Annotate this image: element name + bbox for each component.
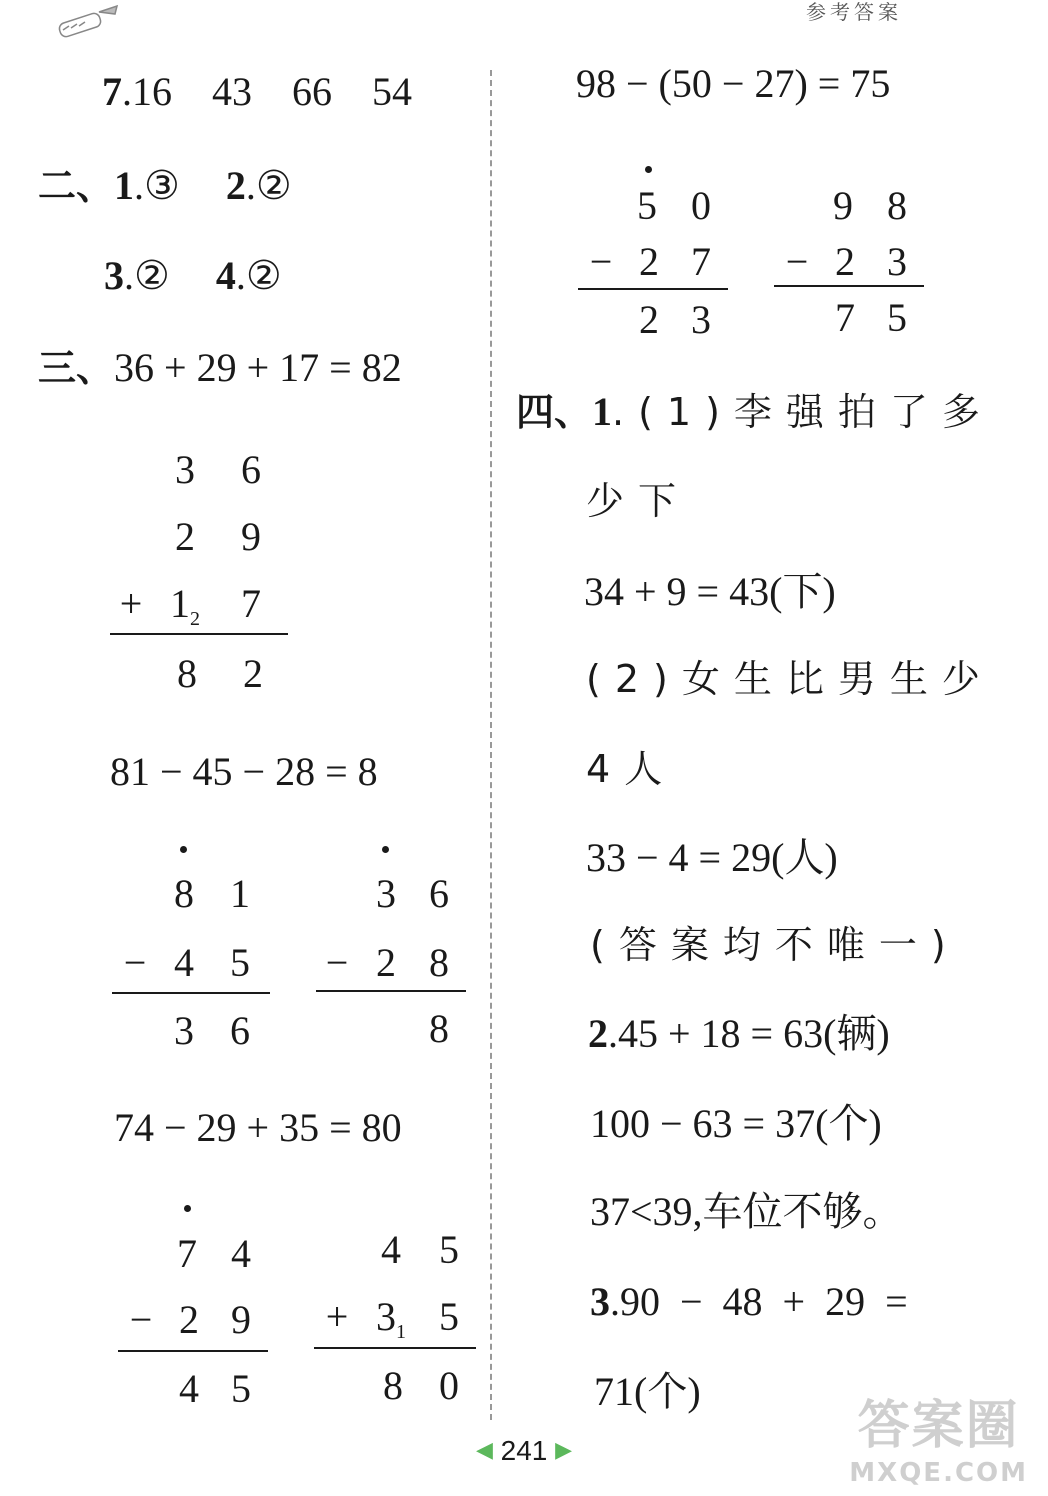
digit: 2 bbox=[835, 239, 855, 284]
digit: 5 bbox=[439, 1227, 459, 1272]
digit-with-carry bbox=[374, 1294, 408, 1343]
part4-q3-result: 71(个) bbox=[594, 1369, 701, 1414]
sum-line bbox=[314, 1347, 476, 1349]
digit: 2 bbox=[175, 514, 195, 559]
equation-text: .45 + 18 = 63(辆) bbox=[608, 1011, 890, 1056]
equation-text: 36 + 29 + 17 = 82 bbox=[114, 345, 402, 390]
part4-q2-conclusion: 37<39,车位不够。 bbox=[590, 1189, 903, 1234]
digit: 3 bbox=[691, 297, 711, 342]
difference-line bbox=[578, 288, 728, 290]
digit: 4 bbox=[231, 1231, 251, 1276]
operator: + bbox=[119, 581, 143, 626]
borrow-dot bbox=[382, 846, 389, 853]
digit: 8 bbox=[429, 1006, 449, 1051]
equation-text: .90 − 48 + 29 = bbox=[610, 1279, 908, 1324]
digit: 3 bbox=[887, 239, 907, 284]
part4-q1-line4: 4人 bbox=[586, 747, 677, 791]
q-num: 1 bbox=[114, 163, 135, 208]
part4-q1-line2: 少下 bbox=[586, 479, 691, 523]
part4-q3-eq bbox=[590, 1279, 908, 1324]
watermark-logo-text: 答案圈 bbox=[857, 1396, 1020, 1456]
digit: 6 bbox=[429, 871, 449, 916]
digit: 8 bbox=[174, 871, 194, 916]
operator: − bbox=[589, 239, 613, 284]
watermark bbox=[849, 1383, 1028, 1488]
part4-q1-line3: (2)女生比男生少 bbox=[586, 657, 994, 701]
digit: 9 bbox=[231, 1297, 251, 1342]
digit: 5 bbox=[637, 183, 657, 228]
part-label: 三、 bbox=[38, 346, 115, 390]
q-ans: .③ bbox=[134, 163, 180, 208]
column-divider bbox=[490, 70, 492, 1420]
difference-line bbox=[112, 992, 270, 994]
digit: 2 bbox=[639, 297, 659, 342]
digit: 9 bbox=[833, 183, 853, 228]
difference-line bbox=[774, 285, 924, 287]
digit: 5 bbox=[887, 295, 907, 340]
right-eq0: 98 − (50 − 27) = 75 bbox=[576, 61, 891, 106]
operator: + bbox=[325, 1294, 349, 1339]
part4-q1-note: (答案均不唯一) bbox=[590, 923, 960, 967]
part-label: 二、 bbox=[38, 164, 115, 208]
digit: 4 bbox=[179, 1366, 199, 1411]
part4-q1-eq1: 34 + 9 = 43(下) bbox=[584, 569, 836, 614]
part4-q1-eq2: 33 − 4 = 29(人) bbox=[586, 835, 838, 880]
part3-eq3: 74 − 29 + 35 = 80 bbox=[114, 1105, 402, 1150]
sum-line bbox=[110, 633, 288, 635]
digit: 5 bbox=[439, 1294, 459, 1339]
digit: 9 bbox=[241, 514, 261, 559]
digit: 4 bbox=[174, 940, 194, 985]
q-num: 4 bbox=[215, 253, 236, 298]
digit: 5 bbox=[230, 940, 250, 985]
digit: 1 bbox=[170, 581, 190, 626]
carry-subscript: 2 bbox=[190, 608, 200, 630]
digit: 6 bbox=[241, 447, 261, 492]
digit: 0 bbox=[691, 183, 711, 228]
q-ans: .② bbox=[235, 253, 282, 298]
question-text: .(1)李强拍了多 bbox=[612, 390, 994, 434]
q-ans: .② bbox=[124, 253, 170, 298]
digit: 6 bbox=[230, 1008, 250, 1053]
digit: 1 bbox=[230, 871, 250, 916]
prev-page-arrow-icon: ◀ bbox=[475, 1437, 493, 1462]
watermark-url: MXQE.COM bbox=[849, 1458, 1028, 1488]
question-7 bbox=[102, 69, 412, 114]
carry-subscript: 1 bbox=[396, 1321, 406, 1343]
digit: 4 bbox=[381, 1227, 401, 1272]
digit: 8 bbox=[177, 651, 197, 696]
digit: 2 bbox=[639, 239, 659, 284]
operator: − bbox=[129, 1297, 153, 1342]
digit: 0 bbox=[439, 1363, 459, 1408]
section-title: 参考答案 bbox=[806, 0, 902, 24]
part-label: 四、 bbox=[516, 390, 593, 434]
next-page-arrow-icon: ▶ bbox=[555, 1437, 573, 1462]
digit: 2 bbox=[179, 1297, 199, 1342]
digit: 3 bbox=[175, 447, 195, 492]
digit: 3 bbox=[376, 1294, 396, 1339]
part4-q2-eq1 bbox=[588, 1011, 890, 1056]
part4-q2-eq2: 100 − 63 = 37(个) bbox=[590, 1101, 882, 1146]
q-num: 3 bbox=[590, 1279, 610, 1324]
q-num: 3 bbox=[104, 253, 124, 298]
part3-eq2: 81 − 45 − 28 = 8 bbox=[110, 749, 378, 794]
digit: 5 bbox=[231, 1366, 251, 1411]
digit: 2 bbox=[376, 940, 396, 985]
part3-eq1 bbox=[38, 345, 402, 390]
part4-q1-line1 bbox=[516, 389, 994, 434]
difference-line bbox=[118, 1350, 268, 1352]
part2-row1 bbox=[38, 163, 292, 208]
digit: 8 bbox=[887, 183, 907, 228]
digit: 8 bbox=[383, 1363, 403, 1408]
q-ans: .② bbox=[245, 163, 292, 208]
page-number: 241 bbox=[500, 1435, 548, 1466]
digit: 3 bbox=[174, 1008, 194, 1053]
digit: 3 bbox=[376, 871, 396, 916]
digit: 7 bbox=[835, 295, 855, 340]
question-number: 7 bbox=[102, 69, 122, 114]
operator: − bbox=[123, 940, 147, 985]
digit: 7 bbox=[691, 239, 711, 284]
borrow-dot bbox=[184, 1205, 191, 1212]
difference-line bbox=[316, 990, 466, 992]
q-num: 2 bbox=[588, 1011, 608, 1056]
q-num: 1 bbox=[592, 389, 613, 434]
borrow-dot bbox=[645, 166, 652, 173]
operator: − bbox=[785, 239, 809, 284]
answers-text: .16 43 66 54 bbox=[122, 69, 412, 114]
borrow-dot bbox=[180, 846, 187, 853]
operator: − bbox=[325, 940, 349, 985]
pencil-logo-icon bbox=[55, 4, 125, 45]
part2-row2 bbox=[104, 253, 282, 298]
digit: 7 bbox=[241, 581, 261, 626]
digit-with-carry bbox=[168, 581, 202, 630]
q-num: 2 bbox=[225, 163, 246, 208]
digit: 2 bbox=[243, 651, 263, 696]
digit: 7 bbox=[177, 1231, 197, 1276]
digit: 8 bbox=[429, 940, 449, 985]
